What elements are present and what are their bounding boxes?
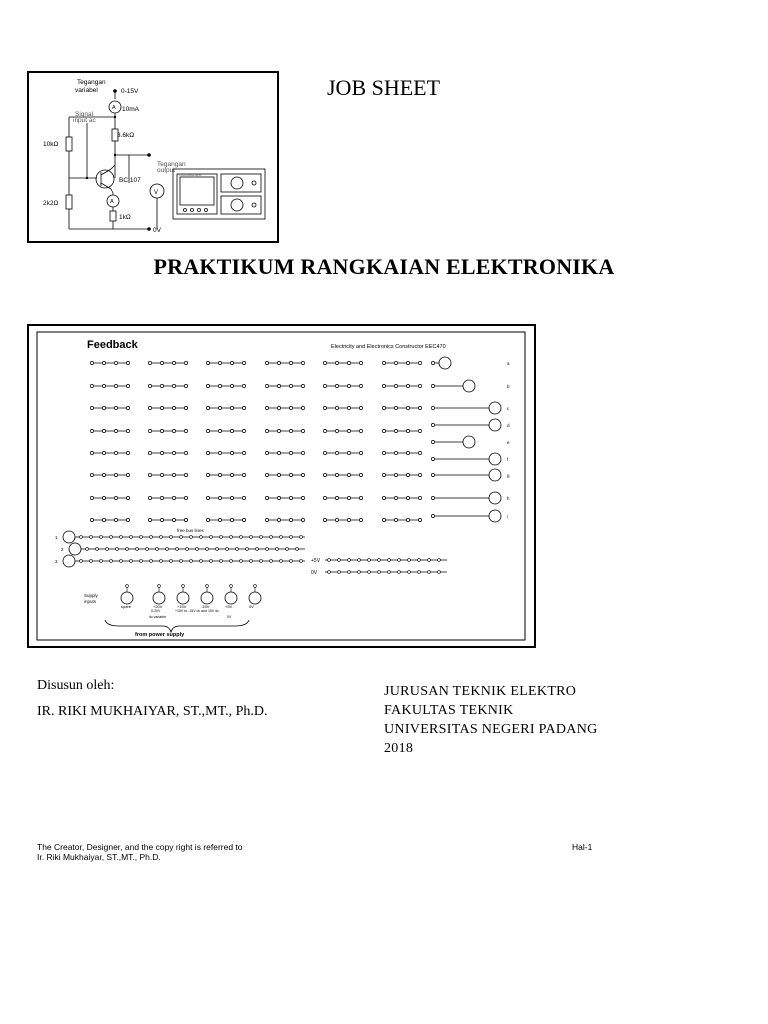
supply-note-2: +15V to -15V dc and 15V dc: [175, 609, 219, 613]
row-letter-a: a: [507, 361, 510, 366]
footer-page-number: Hal-1: [572, 842, 593, 852]
footer-copyright-line-1: The Creator, Designer, and the copy right is referred to: [37, 842, 243, 852]
label-r-left-top: 10kΩ: [43, 141, 59, 148]
board-title: Feedback: [87, 339, 138, 351]
supply-inputs-label-1: Supply: [84, 593, 98, 598]
label-scope: Oscilloscope: [179, 172, 202, 177]
row-letter-c: c: [507, 406, 510, 411]
row-letter-e: e: [507, 440, 510, 445]
supply-note-1: 0-20V: [151, 609, 161, 613]
row-letter-f: f: [507, 457, 509, 462]
supply-inputs: [121, 585, 261, 609]
institution-line-1: JURUSAN TEKNIK ELEKTRO: [384, 684, 577, 699]
row-letter-g: g: [507, 473, 510, 478]
job-sheet-title: JOB SHEET: [327, 75, 441, 100]
supply-terminal-label: 0V: [249, 604, 254, 609]
bus-number-3: 3: [55, 559, 58, 564]
row-letter-b: b: [507, 384, 510, 389]
label-supply: 0-15V: [121, 88, 139, 95]
connector-grid: [90, 361, 421, 521]
author-label: Disusun oleh:: [37, 678, 115, 693]
footer-copyright-line-2: Ir. Riki Mukhaiyar, ST.,MT., Ph.D.: [37, 852, 161, 862]
label-voltmeter: V: [154, 190, 159, 196]
main-title: PRAKTIKUM RANGKAIAN ELEKTRONIKA: [153, 254, 615, 279]
plus5v-label: +5V: [311, 558, 321, 564]
supply-note-3: dc variable: [149, 615, 166, 619]
constructor-board-diagram: [29, 326, 534, 646]
supply-inputs-label-2: inputs: [84, 599, 97, 604]
label-transistor: BC 107: [119, 177, 141, 184]
zero-v-label: 0V: [311, 570, 318, 576]
supply-note-4: 0V: [227, 615, 232, 619]
row-letter-i: i: [507, 514, 508, 519]
label-input-ac: input ac: [73, 117, 96, 124]
right-connector-column: [431, 357, 510, 522]
label-ammeter-top: A: [112, 105, 116, 111]
label-r-left-bottom: 2k2Ω: [43, 200, 59, 207]
label-tegangan-output-2: output: [157, 167, 176, 174]
bus-number-1: 1: [55, 535, 58, 540]
label-current: 10mA: [122, 106, 139, 113]
row-letter-h: h: [507, 496, 510, 501]
circuit-diagram: [29, 73, 277, 241]
supply-terminal-label: +15V: [177, 604, 187, 609]
bus-number-2: 2: [61, 547, 64, 552]
bus-lines: [55, 531, 447, 573]
board-subtitle: Electricity and Electronics Constructor EEC470: [331, 344, 446, 350]
row-letter-d: d: [507, 423, 510, 428]
institution-line-3: UNIVERSITAS NEGERI PADANG: [384, 722, 598, 737]
supply-terminal-label: +5V: [225, 604, 233, 609]
institution-year: 2018: [384, 741, 414, 756]
supply-terminal-label: -15V: [201, 604, 210, 609]
board-figure: [27, 324, 536, 648]
from-power-supply-label: from power supply: [135, 632, 185, 638]
label-variabel: variabel: [75, 87, 98, 94]
label-signal: Signal: [75, 111, 94, 118]
label-tegangan-output-1: Tegangan: [157, 161, 186, 168]
supply-terminal-label: +20V: [153, 604, 163, 609]
circuit-figure: [27, 71, 279, 243]
label-ground: 0V: [153, 227, 161, 234]
author-name: IR. RIKI MUKHAIYAR, ST.,MT., Ph.D.: [37, 704, 268, 719]
label-r-bottom: 1kΩ: [119, 214, 131, 221]
supply-terminal-label: spare: [121, 604, 132, 609]
label-tegangan: Tegangan: [77, 79, 106, 86]
bus-label: free bus lines: [177, 528, 204, 533]
label-ammeter-bottom: A: [110, 199, 114, 205]
board-frame: [37, 332, 525, 640]
supply-brace: [105, 620, 249, 632]
label-r-top: 3.6kΩ: [117, 132, 135, 139]
institution-line-2: FAKULTAS TEKNIK: [384, 703, 514, 718]
